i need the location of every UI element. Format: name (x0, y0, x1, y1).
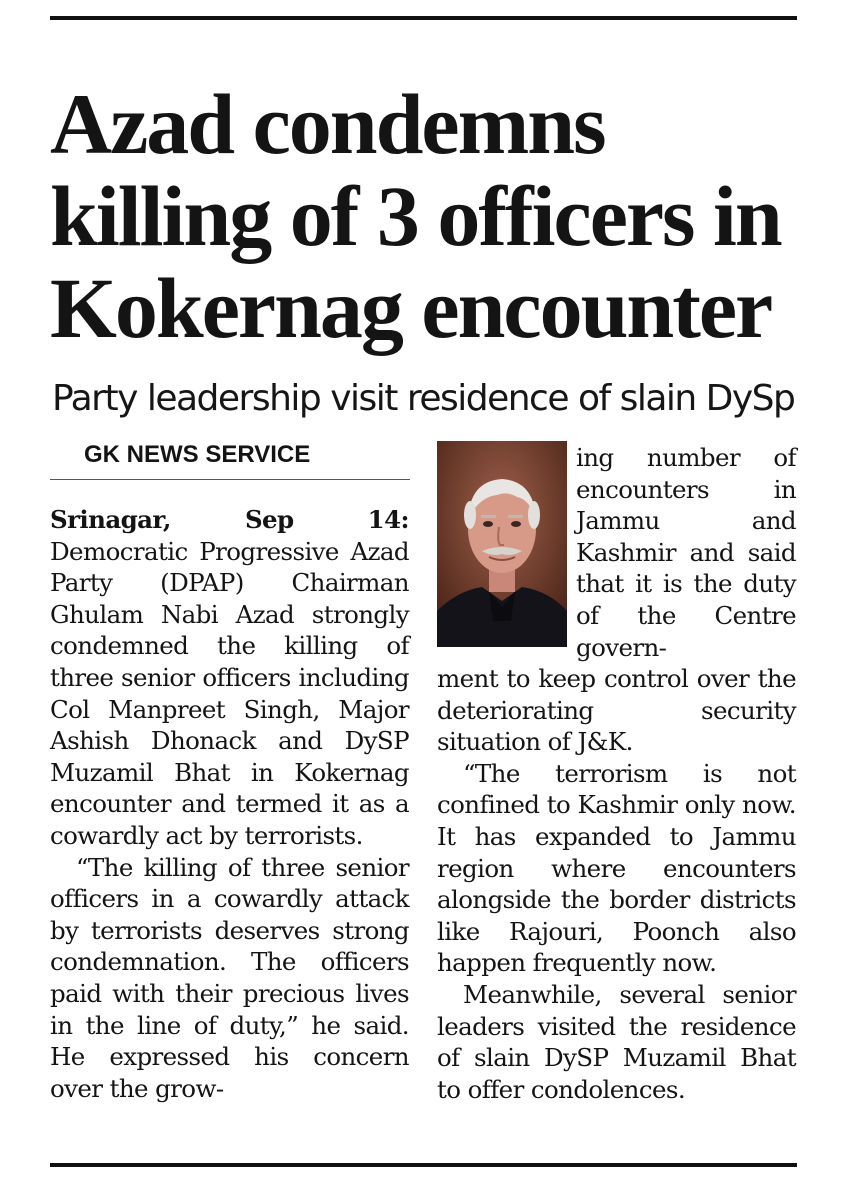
headline-line-1: Azad condemns (50, 76, 605, 172)
headline-line-2: killing of 3 officers in (50, 168, 781, 264)
portrait-image (437, 441, 567, 647)
article-column-2-top (576, 442, 796, 663)
paragraph-1-text: Democratic Progressive Azad Party (DPAP) Chairman Ghulam Nabi Azad strongly condemned the killing of three senior officers including Col Manpreet Singh, Major Ashish Dhonack and DySP Muzamil Bhat in Kokernag encounter and termed it as a cowardly act by terrorists. (50, 536, 409, 850)
paragraph-4: Meanwhile, several senior leaders visited the residence of slain DySP Muzamil Bhat to offer condolences. (437, 979, 796, 1104)
headline-line-3: Kokernag encounter (50, 260, 772, 356)
paragraph-3: “The terrorism is not confined to Kashmir only now. It has expanded to Jammu region where encounters alongside the border districts like Rajouri, Poonch also happen frequently now. (437, 758, 796, 978)
paragraph-2: “The killing of three senior officers in a cowardly attack by terrorists deserves strong condemnation. The officers paid with their precious lives in the line of duty,” he said. He expressed his concern over the grow- (50, 852, 409, 1103)
top-rule (50, 16, 797, 20)
paragraph-1 (50, 504, 409, 852)
portrait-photo (437, 441, 567, 647)
paragraph-2-end: ment to keep control over the deteriorating security situation of J&K. (437, 664, 796, 757)
headline (50, 78, 810, 354)
byline: GK NEWS SERVICE (84, 441, 311, 468)
dateline: Srinagar, Sep 14: (50, 505, 409, 534)
bottom-rule (50, 1163, 797, 1167)
subheadline: Party leadership visit residence of slain DySp (52, 378, 795, 419)
article-column-2 (437, 663, 796, 1105)
paragraph-2-continued: ing number of encounters in Jammu and Kashmir and said that it is the duty of the Centre govern- (576, 443, 796, 662)
byline-divider (50, 479, 410, 480)
article-column-1 (50, 504, 409, 1104)
